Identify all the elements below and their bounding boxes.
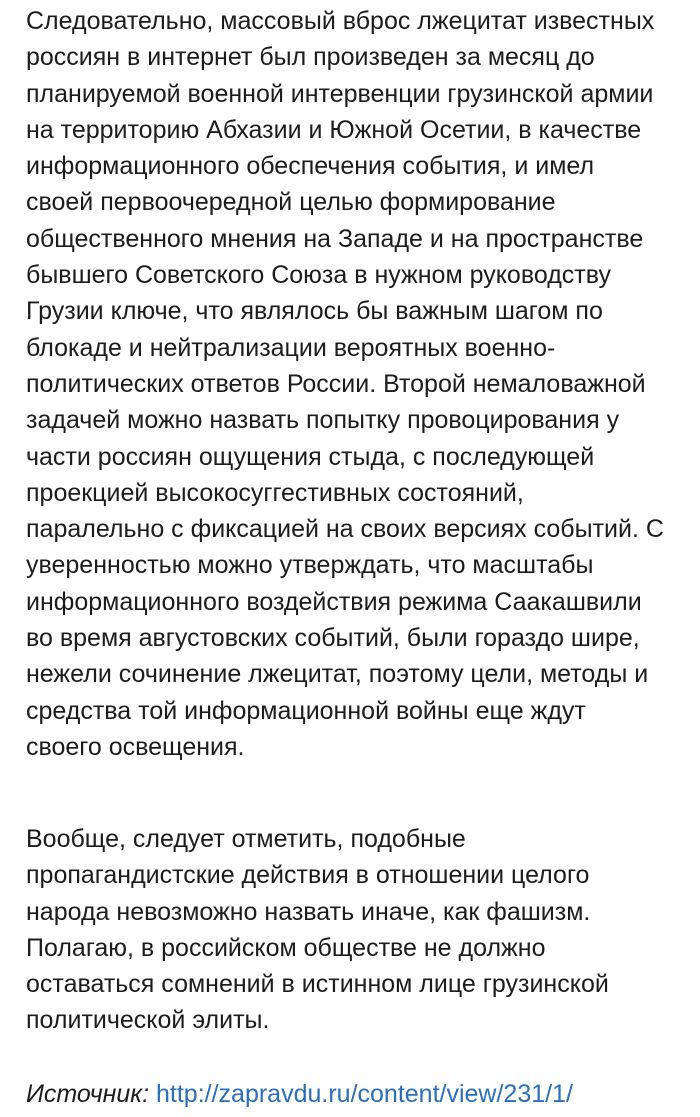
paragraph-line: нежели сочинение лжецитат, поэтому цели, методы и — [26, 660, 649, 689]
paragraph-line: задачей можно назвать попытку провоцирования у — [26, 406, 620, 435]
paragraph-line: на территорию Абхазии и Южной Осетии, в качестве — [26, 115, 642, 144]
paragraph-line: своей первоочередной целью формирование — [26, 188, 556, 217]
paragraph-line: Полагаю, в российском обществе не должно — [26, 933, 546, 962]
paragraph-line: проекцией высокосуггестивных состояний, — [26, 478, 524, 507]
source-citation — [26, 1076, 573, 1112]
paragraph-line: пропагандистские действия в отношении целого — [26, 861, 590, 890]
paragraph-line: части россиян ощущения стыда, с последующей — [26, 442, 595, 471]
paragraph-line: информационного обеспечения события, и имел — [26, 152, 595, 181]
paragraph-line: Грузии ключе, что являлось бы важным шагом по — [26, 297, 603, 326]
paragraph-line: средства той информационной войны еще ждут — [26, 696, 586, 725]
paragraph-line: своего освещения. — [26, 732, 245, 761]
paragraph-line: информационного воздействия режима Саакашвили — [26, 587, 642, 616]
paragraph-line: Вообще, следует отметить, подобные — [26, 825, 466, 853]
paragraph-line: политической элиты. — [26, 1006, 270, 1035]
paragraph-2 — [26, 821, 609, 1039]
paragraph-line: во время августовских событий, были гораздо шире, — [26, 624, 640, 653]
source-label: Источник: — [26, 1080, 150, 1108]
paragraph-line: оставаться сомнений в истинном лице грузинской — [26, 970, 609, 999]
paragraph-line: политических ответов России. Второй немаловажной — [26, 369, 646, 398]
paragraph-line: планируемой военной интервенции грузинской армии — [26, 79, 654, 108]
paragraph-line: Следовательно, массовый вброс лжецитат известных — [26, 7, 655, 35]
paragraph-line: народа невозможно назвать иначе, как фашизм. — [26, 897, 591, 926]
paragraph-1 — [26, 3, 664, 765]
paragraph-line: бывшего Советского Союза в нужном руководству — [26, 261, 611, 290]
paragraph-line: россиян в интернет был произведен за месяц до — [26, 43, 595, 72]
paragraph-line: блокаде и нейтрализации вероятных военно- — [26, 333, 556, 362]
paragraph-line: паралельно с фиксацией на своих версиях событий. С — [26, 515, 664, 544]
source-link[interactable]: http://zapravdu.ru/content/view/231/1/ — [156, 1080, 573, 1108]
paragraph-line: уверенностью можно утверждать, что масштабы — [26, 551, 594, 580]
paragraph-line: общественного мнения на Западе и на пространстве — [26, 224, 644, 253]
